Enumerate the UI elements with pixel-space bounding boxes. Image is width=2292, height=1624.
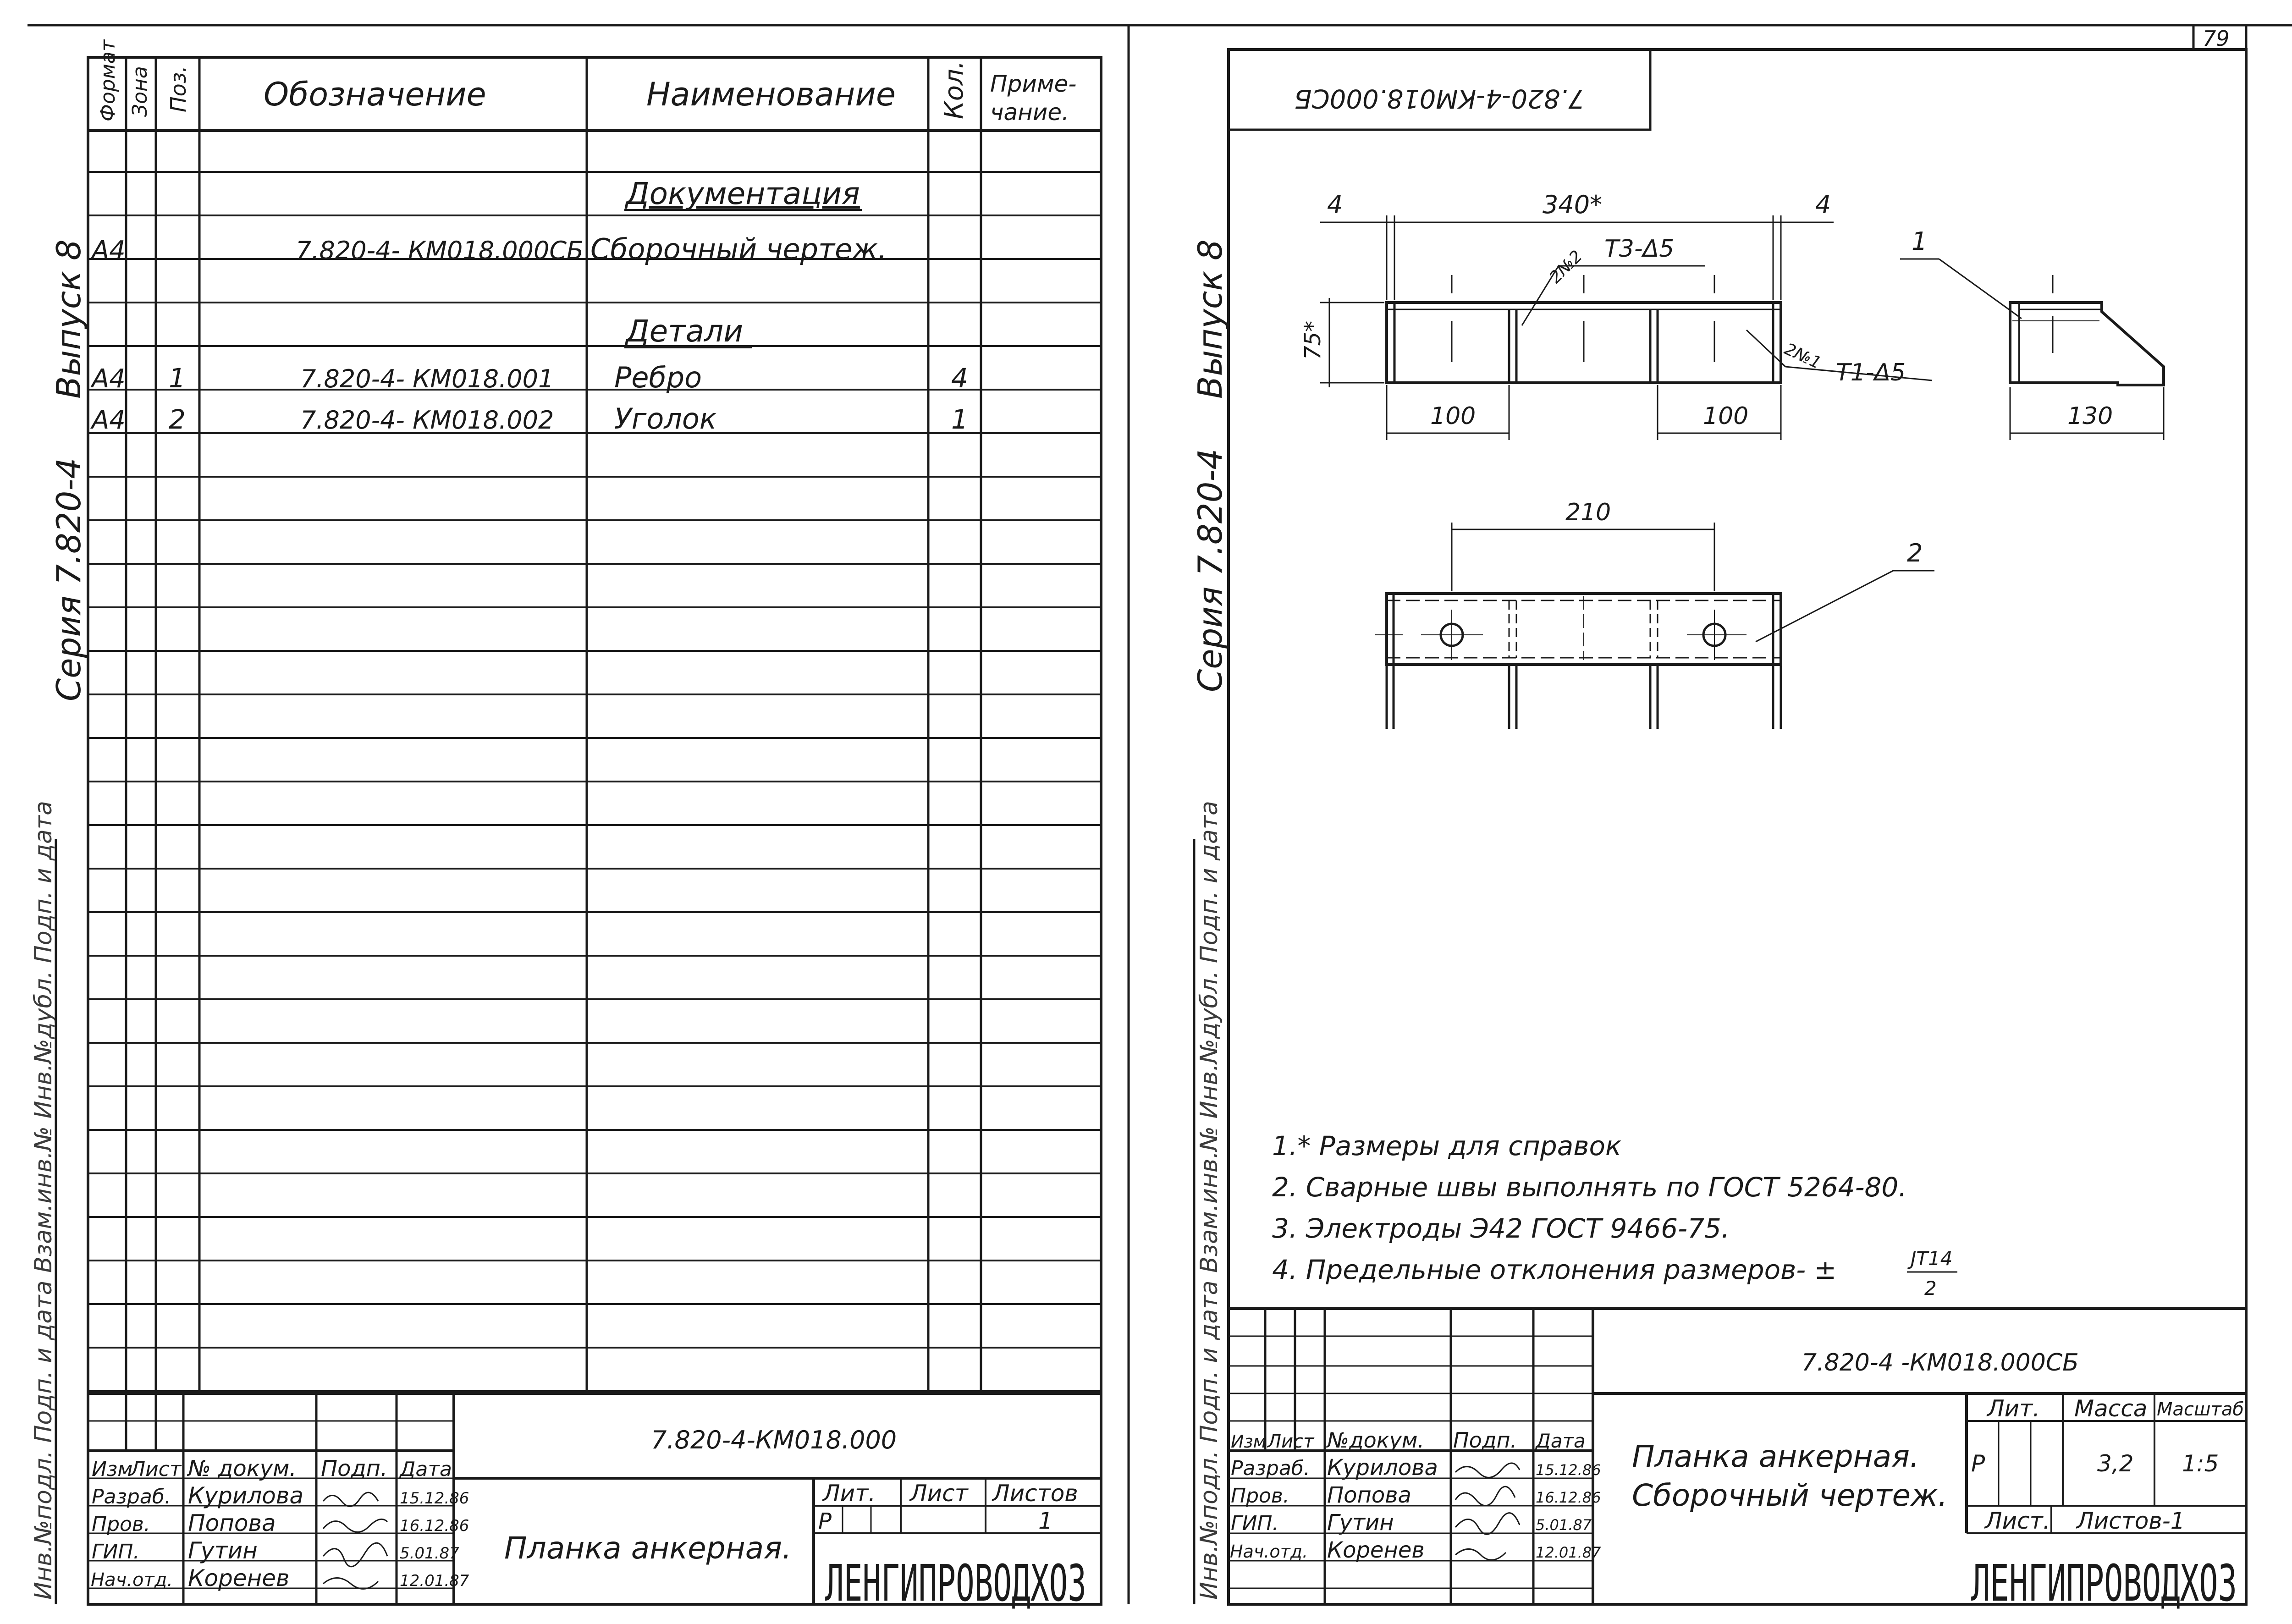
row3-pos: 2 (169, 404, 186, 435)
role-nach-r: Нач.отд. (1230, 1541, 1308, 1562)
date-gip-r: 5.01.87 (1536, 1516, 1592, 1534)
row3-format: А4 (92, 405, 126, 435)
spec-org: ЛЕНГИПРОВОДХОЗ (825, 1554, 1086, 1613)
name-prov: Попова (188, 1510, 276, 1536)
note-2: 2. Сварные швы выполнять по ГОСТ 5264-80. (1272, 1172, 1907, 1203)
header-pos: Поз. (166, 66, 191, 112)
drawing-scale-value: 1:5 (2182, 1450, 2219, 1477)
drawing-mass-header: Масса (2074, 1395, 2148, 1422)
drawing-doc-number: 7.820-4 -КМ018.000СБ (1802, 1349, 2079, 1376)
drawing-sheets-label: Листов-1 (2077, 1508, 2185, 1534)
assembly-sheet (1191, 25, 2246, 1613)
row3-qty: 1 (951, 404, 968, 435)
left-cut-stamp-text: Инв.№подл. Подп. и дата Взам.инв.№ Инв.№дубл. Подп. и дата (30, 801, 57, 1600)
drawing-title-block (1229, 1309, 2246, 1613)
header-note: Приме-чание. (990, 71, 1077, 126)
assembly-front-view (1300, 190, 1932, 440)
spec-title: Планка анкерная. (504, 1530, 792, 1566)
name-nach: Коренев (188, 1565, 290, 1591)
drawing-notes (1272, 1130, 1957, 1299)
col-sign-r: Подп. (1453, 1428, 1517, 1453)
dim-4-right: 4 (1815, 190, 1831, 219)
left-vypusk-label: Выпуск 8 (50, 239, 88, 399)
section-parts: Детали (626, 314, 744, 349)
spec-sheets-value: 1 (1038, 1508, 1053, 1534)
header-format: Формат (96, 39, 120, 121)
assembly-side-view (1900, 227, 2164, 440)
col-date: Дата (400, 1458, 452, 1481)
drawing-mass-value: 3,2 (2097, 1450, 2134, 1477)
header-designation: Обозначение (264, 76, 486, 113)
drawing-lit-value: Р (1971, 1450, 1985, 1477)
drawing-lit-header: Лит. (1987, 1395, 2040, 1422)
right-vypusk-label: Выпуск 8 (1191, 239, 1229, 399)
drawing-scale-header: Масштаб (2157, 1399, 2244, 1420)
right-cut-stamp-text: Инв.№подл. Подп. и дата Взам.инв.№ Инв.№дубл. Подп. и дата (1196, 801, 1223, 1600)
signature-mark (1455, 1549, 1506, 1560)
row1-designation: 7.820-4- КМ018.000СБ (296, 236, 584, 265)
signature-mark (323, 1519, 387, 1532)
spec-lit-header: Лит. (823, 1480, 876, 1507)
drawing-sheet-label: Лист. (1985, 1508, 2050, 1534)
col-izm: Изм (92, 1458, 133, 1481)
callout-2: 2 (1907, 539, 1923, 567)
inverted-stamp-text: 7.820-4-КМ018.000СБ (1294, 83, 1585, 113)
date-razrab-r: 15.12.86 (1536, 1461, 1601, 1479)
role-gip: ГИП. (92, 1540, 140, 1563)
role-prov-r: Пров. (1231, 1484, 1289, 1508)
date-nach-r: 12.01.87 (1536, 1544, 1601, 1561)
col-doc-r: №докум. (1327, 1428, 1425, 1453)
drawing-frame (1229, 50, 2246, 1604)
specification-sheet (30, 39, 1101, 1613)
row2-format: А4 (92, 364, 126, 394)
dim-130: 130 (2067, 402, 2113, 430)
right-seria-label: Серия 7.820-4 (1191, 448, 1229, 692)
row2-qty: 4 (951, 363, 968, 394)
role-razrab: Разраб. (92, 1485, 171, 1508)
spec-sheets-header: Листов (992, 1480, 1078, 1507)
date-prov: 16.12.86 (400, 1517, 469, 1535)
col-izm-r: Изм (1231, 1431, 1267, 1452)
tolerance-numerator: JT14 (1911, 1247, 1953, 1270)
weld-left-spec: Т3-Δ5 (1604, 235, 1675, 263)
date-prov-r: 16.12.86 (1536, 1489, 1601, 1506)
role-gip-r: ГИП. (1231, 1512, 1279, 1535)
spec-frame (88, 57, 1101, 1604)
note-1: 1.* Размеры для справок (1272, 1130, 1621, 1162)
signature-mark (1455, 1513, 1520, 1535)
spec-sheet-header: Лист (910, 1480, 968, 1507)
spec-lit-value: Р (818, 1508, 832, 1534)
name-gip-r: Гутин (1327, 1510, 1394, 1536)
spec-title-block (88, 1393, 1101, 1613)
date-nach: 12.01.87 (400, 1572, 469, 1590)
name-nach-r: Коренев (1327, 1537, 1425, 1563)
drawing-title-line1: Планка анкерная. (1632, 1439, 1919, 1474)
row1-format: А4 (92, 236, 126, 265)
header-name: Наименование (646, 76, 896, 113)
drawing-org: ЛЕНГИПРОВОДХОЗ (1971, 1554, 2237, 1613)
col-list-r: Лист (1267, 1431, 1314, 1452)
role-nach: Нач.отд. (91, 1569, 173, 1591)
date-razrab: 15.12.86 (400, 1489, 469, 1508)
name-razrab: Курилова (188, 1482, 303, 1509)
drawing-title-line2: Сборочный чертеж. (1632, 1478, 1948, 1513)
name-prov-r: Попова (1327, 1482, 1411, 1508)
row3-designation: 7.820-4- КМ018.002 (300, 406, 554, 435)
tolerance-denominator: 2 (1924, 1277, 1937, 1299)
role-prov: Пров. (92, 1513, 150, 1536)
callout-1: 1 (1912, 227, 1928, 256)
col-list: Лист (130, 1458, 182, 1481)
assembly-plan-view (1375, 499, 1934, 729)
section-documentation: Документация (626, 176, 860, 211)
name-razrab-r: Курилова (1327, 1455, 1438, 1481)
row2-designation: 7.820-4- КМ018.001 (300, 364, 554, 393)
row1-name: Сборочный чертеж. (590, 232, 887, 266)
spec-row-lines (88, 172, 1101, 1391)
row2-name: Ребро (614, 361, 702, 394)
date-gip: 5.01.87 (400, 1544, 459, 1563)
col-doc: № докум. (188, 1456, 297, 1481)
spec-doc-number: 7.820-4-КМ018.000 (651, 1426, 897, 1454)
dim-100-right: 100 (1703, 402, 1749, 430)
signature-mark (1455, 1463, 1520, 1477)
page-number: 79 (2203, 26, 2230, 51)
note-3: 3. Электроды Э42 ГОСТ 9466-75. (1272, 1213, 1730, 1244)
dim-210: 210 (1565, 499, 1611, 526)
signature-mark (1455, 1486, 1515, 1506)
row3-name: Уголок (614, 402, 717, 435)
role-razrab-r: Разраб. (1231, 1457, 1310, 1480)
col-date-r: Дата (1536, 1430, 1586, 1452)
header-zone: Зона (128, 66, 152, 117)
dim-340: 340* (1543, 190, 1603, 219)
header-qty: Кол. (939, 61, 969, 119)
dim-4-left: 4 (1327, 190, 1343, 219)
weld-right-spec: Т1-Δ5 (1836, 359, 1906, 386)
left-seria-label: Серия 7.820-4 (50, 457, 88, 701)
signature-mark (323, 1543, 387, 1567)
dim-100-left: 100 (1430, 402, 1476, 430)
note-4: 4. Предельные отклонения размеров- ± (1272, 1254, 1837, 1285)
signature-mark (323, 1578, 378, 1589)
weld-left-mark: 2№2 (1546, 247, 1587, 287)
col-sign: Подп. (321, 1456, 388, 1481)
name-gip: Гутин (188, 1537, 258, 1564)
dim-75: 75* (1300, 320, 1326, 360)
weld-right-mark: 2№1 (1781, 339, 1824, 373)
row2-pos: 1 (169, 363, 186, 394)
signature-mark (323, 1492, 378, 1506)
